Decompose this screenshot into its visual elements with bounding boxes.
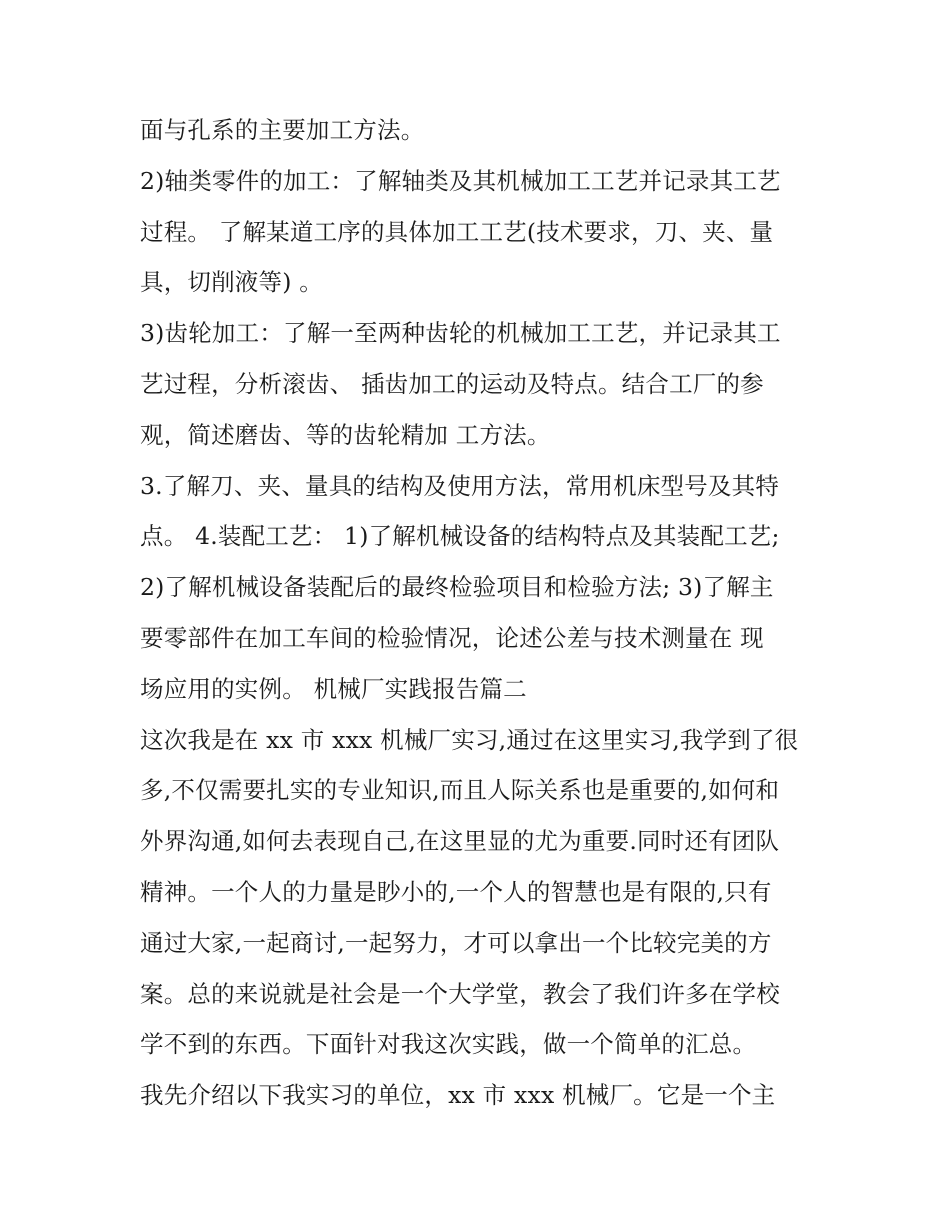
- text-line: 2)了解机械设备装配后的最终检验项目和检验方法; 3)了解主: [140, 573, 774, 602]
- text-line: 点。 4.装配工艺： 1)了解机械设备的结构特点及其装配工艺;: [140, 522, 780, 551]
- body-text: [140, 105, 830, 1121]
- text-line: 这次我是在 xx 市 xxx 机械厂实习,通过在这里实习,我学到了很: [140, 725, 799, 754]
- text-line: 我先介绍以下我实习的单位，xx 市 xxx 机械厂。它是一个主: [140, 1081, 776, 1110]
- text-line: 多,不仅需要扎实的专业知识,而且人际关系也是重要的,如何和: [140, 776, 780, 805]
- text-line: 通过大家,一起商讨,一起努力，才可以拿出一个比较完美的方: [140, 928, 772, 957]
- text-line: 外界沟通,如何去表现自己,在这里显的尤为重要.同时还有团队: [140, 827, 780, 856]
- text-line: 观，简述磨齿、等的齿轮精加 工方法。: [140, 420, 551, 449]
- text-line: 3.了解刀、夹、量具的结构及使用方法，常用机床型号及其特: [140, 471, 780, 500]
- text-line: 案。总的来说就是社会是一个大学堂，教会了我们许多在学校: [140, 979, 780, 1008]
- text-line: 精神。一个人的力量是眇小的,一个人的智慧也是有限的,只有: [140, 877, 772, 906]
- text-line: 3)齿轮加工：了解一至两种齿轮的机械加工工艺，并记录其工: [140, 319, 781, 348]
- text-line: 要零部件在加工车间的检验情况，论述公差与技术测量在 现: [140, 623, 764, 652]
- text-line: 场应用的实例。 机械厂实践报告篇二: [140, 674, 527, 703]
- text-line: 面与孔系的主要加工方法。: [140, 116, 425, 144]
- text-line: 2)轴类零件的加工：了解轴类及其机械加工工艺并记录其工艺: [140, 166, 781, 195]
- text-line: 过程。 了解某道工序的具体加工工艺(技术要求，刀、夹、量: [140, 217, 774, 246]
- text-line: 具，切削液等) 。: [140, 268, 323, 297]
- text-line: 艺过程，分析滚齿、 插齿加工的运动及特点。结合工厂的参: [140, 369, 764, 398]
- text-line: 学不到的东西。下面针对我这次实践，做一个简单的汇总。: [140, 1030, 757, 1059]
